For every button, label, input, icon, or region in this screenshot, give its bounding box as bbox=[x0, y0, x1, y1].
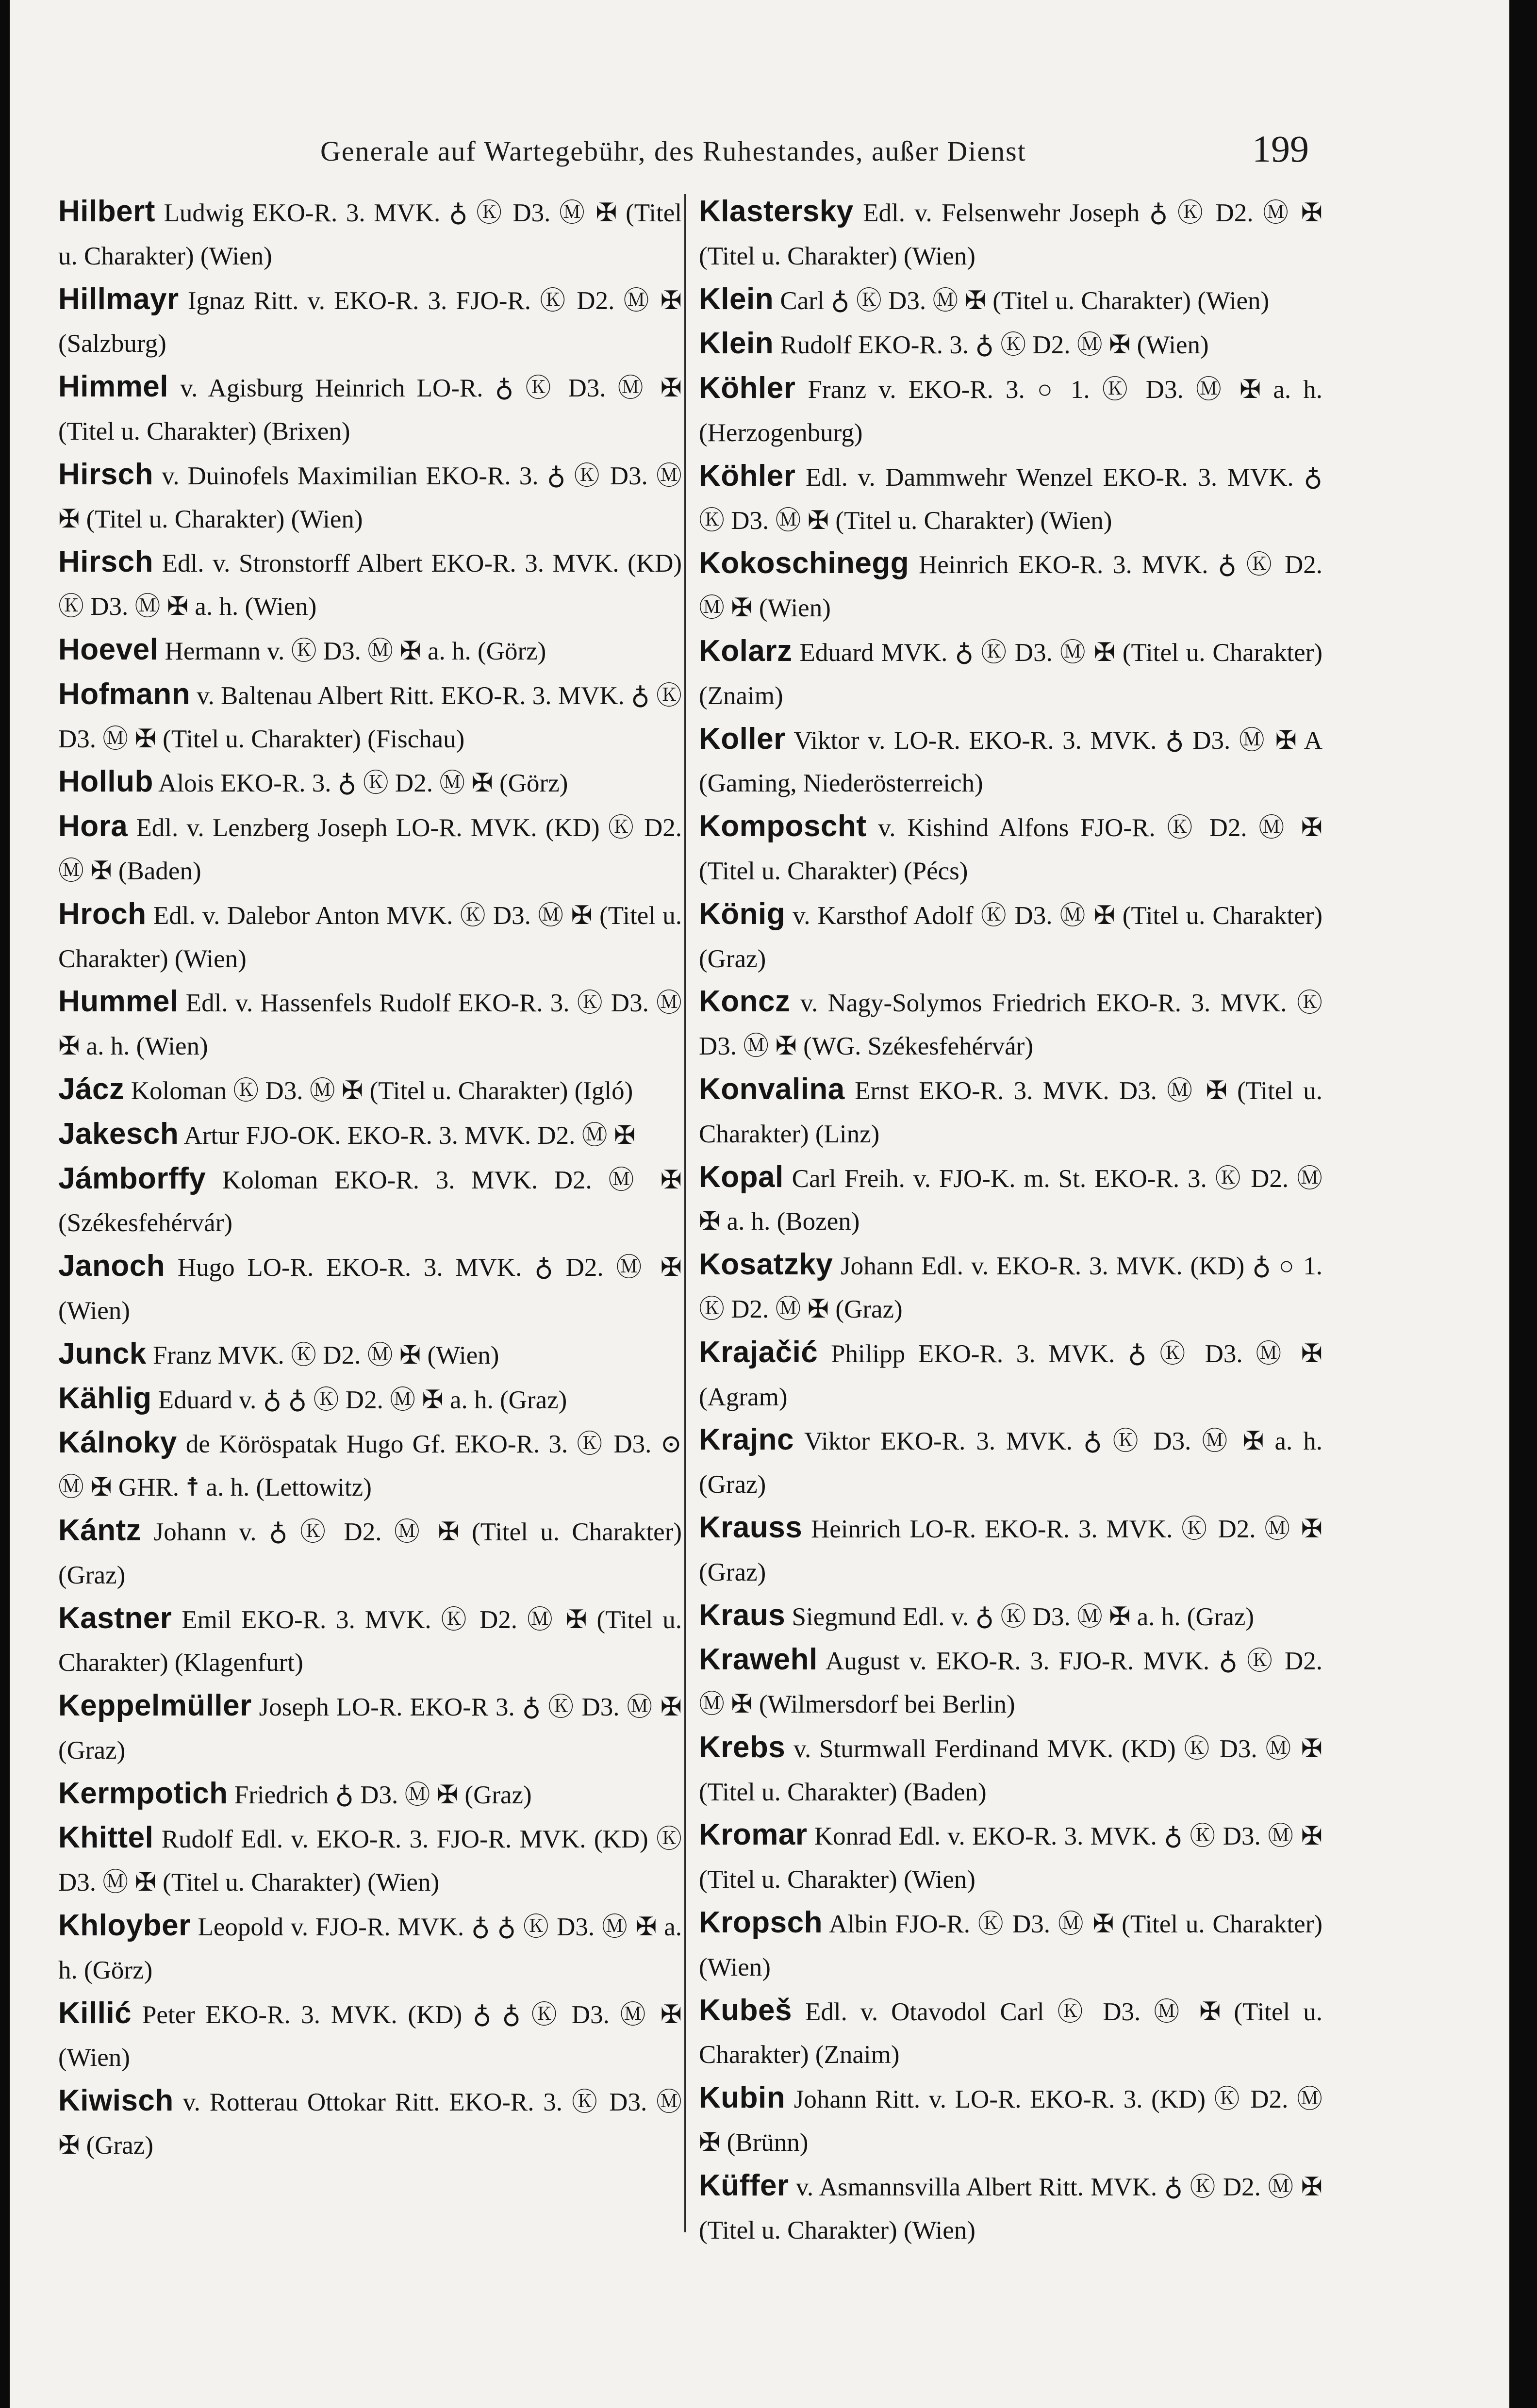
list-item bbox=[58, 2079, 682, 2167]
left-column bbox=[58, 190, 682, 2167]
entry-details: v. Agisburg Heinrich LO-R. ♁ Ⓚ D3. Ⓜ ✠ (Titel u. Charakter) (Brixen) bbox=[58, 374, 682, 445]
list-item bbox=[58, 1904, 682, 1992]
entry-surname: Kántz bbox=[58, 1513, 142, 1547]
entry-details: Siegmund Edl. v. ♁ Ⓚ D3. Ⓜ ✠ a. h. (Graz) bbox=[792, 1602, 1255, 1631]
entry-details: Johann Edl. v. EKO-R. 3. MVK. (KD) ♁ ○ 1. Ⓚ D2. Ⓜ ✠ (Graz) bbox=[699, 1252, 1323, 1323]
entry-details: Johann Ritt. v. LO-R. EKO-R. 3. (KD) Ⓚ D2. Ⓜ ✠ (Brünn) bbox=[699, 2085, 1322, 2157]
list-item bbox=[58, 673, 682, 761]
entry-surname: Janoch bbox=[58, 1249, 165, 1283]
entry-surname: Kálnoky bbox=[58, 1426, 177, 1460]
entry-surname: Kubin bbox=[699, 2081, 786, 2115]
list-item bbox=[699, 1418, 1322, 1506]
entry-details: v. Asmannsvilla Albert Ritt. MVK. ♁ Ⓚ D2. Ⓜ ✠ (Titel u. Charakter) (Wien) bbox=[699, 2173, 1322, 2244]
entry-surname: Koller bbox=[699, 722, 786, 756]
entry-details: Konrad Edl. v. EKO-R. 3. MVK. ♁ Ⓚ D3. Ⓜ ✠ (Titel u. Charakter) (Wien) bbox=[699, 1822, 1322, 1894]
entry-surname: Killić bbox=[58, 1996, 132, 2030]
entry-details: Viktor EKO-R. 3. MVK. ♁ Ⓚ D3. Ⓜ ✠ a. h. (Graz) bbox=[699, 1427, 1322, 1499]
entry-surname: Köhler bbox=[699, 371, 796, 405]
entry-surname: Köhler bbox=[699, 459, 796, 493]
entry-surname: Kosatzky bbox=[699, 1248, 833, 1282]
list-item bbox=[699, 278, 1322, 323]
list-item bbox=[58, 190, 682, 278]
entry-surname: Junck bbox=[58, 1336, 147, 1370]
entry-surname: Hummel bbox=[58, 985, 179, 1019]
entry-details: Edl. v. Dalebor Anton MVK. Ⓚ D3. Ⓜ ✠ (Titel u. Charakter) (Wien) bbox=[58, 901, 682, 973]
list-item bbox=[699, 190, 1322, 278]
entry-surname: Kolarz bbox=[699, 634, 793, 668]
entry-surname: Hora bbox=[58, 809, 128, 843]
entry-surname: Krajačić bbox=[699, 1335, 818, 1369]
entry-details: Rudolf EKO-R. 3. ♁ Ⓚ D2. Ⓜ ✠ (Wien) bbox=[780, 331, 1209, 360]
entry-details: Ignaz Ritt. v. EKO-R. 3. FJO-R. Ⓚ D2. Ⓜ ✠ (Salzburg) bbox=[58, 286, 682, 358]
list-item bbox=[58, 1113, 682, 1157]
entry-surname: Kopal bbox=[699, 1160, 784, 1194]
entry-details: Alois EKO-R. 3. ♁ Ⓚ D2. Ⓜ ✠ (Görz) bbox=[158, 769, 568, 798]
entry-details: Philipp EKO-R. 3. MVK. ♁ Ⓚ D3. Ⓜ ✠ (Agram) bbox=[699, 1339, 1322, 1411]
list-item bbox=[58, 1157, 682, 1245]
entry-surname: Kromar bbox=[699, 1818, 808, 1852]
book-page bbox=[10, 0, 1509, 2408]
list-item bbox=[58, 541, 682, 628]
list-item bbox=[58, 1333, 682, 1377]
list-item bbox=[58, 365, 682, 453]
entry-surname: Hofmann bbox=[58, 677, 191, 711]
entry-details: Edl. v. Felsenwehr Joseph ♁ Ⓚ D2. Ⓜ ✠ (Titel u. Charakter) (Wien) bbox=[699, 199, 1323, 270]
entry-surname: Khittel bbox=[58, 1821, 154, 1855]
entry-surname: König bbox=[699, 897, 786, 931]
entry-surname: Hoevel bbox=[58, 632, 159, 666]
entry-surname: Krawehl bbox=[699, 1643, 818, 1677]
list-item bbox=[58, 1597, 682, 1685]
list-item bbox=[699, 1331, 1322, 1419]
list-item bbox=[699, 893, 1322, 981]
entry-details: v. Nagy-Solymos Friedrich EKO-R. 3. MVK. Ⓚ D3. Ⓜ ✠ (WG. Székesfehérvár) bbox=[699, 989, 1322, 1061]
list-item bbox=[58, 760, 682, 805]
entry-surname: Keppelmüller bbox=[58, 1689, 252, 1723]
entry-details: Friedrich ♁ D3. Ⓜ ✠ (Graz) bbox=[234, 1781, 532, 1809]
list-item bbox=[58, 1992, 682, 2080]
entry-surname: Jácz bbox=[58, 1072, 125, 1106]
list-item bbox=[699, 1243, 1322, 1331]
list-item bbox=[699, 1989, 1322, 2077]
entry-surname: Küffer bbox=[699, 2168, 789, 2202]
entry-surname: Krajnc bbox=[699, 1423, 794, 1457]
entry-details: Leopold v. FJO-R. MVK. ♁ ♁ Ⓚ D3. Ⓜ ✠ a. h. (Görz) bbox=[58, 1913, 682, 1984]
list-item bbox=[699, 2164, 1322, 2252]
entry-details: Carl Freih. v. FJO-K. m. St. EKO-R. 3. Ⓚ D2. Ⓜ ✠ a. h. (Bozen) bbox=[699, 1164, 1323, 1236]
list-item bbox=[699, 542, 1322, 630]
list-item bbox=[58, 1816, 682, 1904]
column-divider bbox=[684, 194, 686, 2232]
entry-details: v. Rotterau Ottokar Ritt. EKO-R. 3. Ⓚ D3. Ⓜ ✠ (Graz) bbox=[58, 2088, 682, 2160]
entry-surname: Hirsch bbox=[58, 457, 153, 491]
entry-details: v. Kishind Alfons FJO-R. Ⓚ D2. Ⓜ ✠ (Titel u. Charakter) (Pécs) bbox=[699, 814, 1322, 885]
entry-details: Heinrich LO-R. EKO-R. 3. MVK. Ⓚ D2. Ⓜ ✠ (Graz) bbox=[699, 1515, 1323, 1586]
entry-details: Artur FJO-OK. EKO-R. 3. MVK. D2. Ⓜ ✠ bbox=[183, 1121, 636, 1150]
list-item bbox=[699, 1726, 1322, 1814]
list-item bbox=[58, 1068, 682, 1113]
list-item bbox=[58, 628, 682, 673]
entry-surname: Konvalina bbox=[699, 1072, 845, 1106]
entry-details: Johann v. ♁ Ⓚ D2. Ⓜ ✠ (Titel u. Charakter) (Graz) bbox=[58, 1517, 682, 1589]
entry-details: Peter EKO-R. 3. MVK. (KD) ♁ ♁ Ⓚ D3. Ⓜ ✠ (Wien) bbox=[58, 2000, 682, 2072]
entry-details: v. Karsthof Adolf Ⓚ D3. Ⓜ ✠ (Titel u. Charakter) (Graz) bbox=[699, 901, 1323, 973]
entry-surname: Klastersky bbox=[699, 195, 854, 228]
entry-details: Hugo LO-R. EKO-R. 3. MVK. ♁ D2. Ⓜ ✠ (Wien) bbox=[58, 1253, 682, 1325]
entry-surname: Kropsch bbox=[699, 1906, 823, 1940]
entry-surname: Hroch bbox=[58, 897, 147, 931]
list-item bbox=[699, 2077, 1322, 2164]
entry-details: Rudolf Edl. v. EKO-R. 3. FJO-R. MVK. (KD) Ⓚ D3. Ⓜ ✠ (Titel u. Charakter) (Wien) bbox=[58, 1825, 682, 1897]
entry-details: v. Duinofels Maximilian EKO-R. 3. ♁ Ⓚ D3. Ⓜ ✠ (Titel u. Charakter) (Wien) bbox=[58, 462, 682, 533]
list-item bbox=[58, 453, 682, 541]
entry-details: Carl ♁ Ⓚ D3. Ⓜ ✠ (Titel u. Charakter) (Wien) bbox=[780, 286, 1270, 315]
entry-surname: Kraus bbox=[699, 1598, 786, 1632]
entry-details: Franz v. EKO-R. 3. ○ 1. Ⓚ D3. Ⓜ ✠ a. h. (Herzogenburg) bbox=[699, 376, 1323, 447]
entry-details: Viktor v. LO-R. EKO-R. 3. MVK. ♁ D3. Ⓜ ✠ A (Gaming, Niederösterreich) bbox=[699, 726, 1322, 798]
entry-surname: Kählig bbox=[58, 1381, 152, 1415]
list-item bbox=[699, 367, 1322, 455]
list-item bbox=[58, 980, 682, 1068]
entry-surname: Himmel bbox=[58, 370, 168, 404]
entry-surname: Hirsch bbox=[58, 545, 153, 579]
list-item bbox=[699, 980, 1322, 1068]
entry-details: August v. EKO-R. 3. FJO-R. MVK. ♁ Ⓚ D2. Ⓜ ✠ (Wilmersdorf bei Berlin) bbox=[699, 1647, 1322, 1719]
entry-details: Koloman Ⓚ D3. Ⓜ ✠ (Titel u. Charakter) (Igló) bbox=[131, 1076, 633, 1105]
entry-surname: Kokoschinegg bbox=[699, 546, 909, 580]
entry-details: Edl. v. Lenzberg Joseph LO-R. MVK. (KD) Ⓚ D2. Ⓜ ✠ (Baden) bbox=[58, 814, 682, 885]
entry-surname: Kermpotich bbox=[58, 1776, 228, 1810]
list-item bbox=[58, 1377, 682, 1422]
list-item bbox=[699, 630, 1322, 718]
list-item bbox=[699, 1901, 1322, 1989]
entry-surname: Koncz bbox=[699, 985, 791, 1019]
list-item bbox=[58, 278, 682, 366]
entry-surname: Klein bbox=[699, 327, 774, 361]
entry-surname: Komposcht bbox=[699, 809, 867, 843]
entry-surname: Hollub bbox=[58, 765, 153, 799]
right-column bbox=[699, 190, 1322, 2252]
entry-details: Ernst EKO-R. 3. MVK. D3. Ⓜ ✠ (Titel u. Charakter) (Linz) bbox=[699, 1076, 1322, 1148]
list-item bbox=[699, 1156, 1322, 1244]
list-item bbox=[699, 455, 1322, 543]
list-item bbox=[699, 1638, 1322, 1726]
list-item bbox=[58, 1772, 682, 1817]
list-item bbox=[58, 1684, 682, 1772]
entry-surname: Krebs bbox=[699, 1730, 786, 1764]
entry-surname: Hillmayr bbox=[58, 282, 179, 316]
page-number: 199 bbox=[1252, 128, 1309, 170]
list-item bbox=[699, 718, 1322, 806]
list-item bbox=[699, 1506, 1322, 1594]
entry-details: Emil EKO-R. 3. MVK. Ⓚ D2. Ⓜ ✠ (Titel u. Charakter) (Klagenfurt) bbox=[58, 1605, 682, 1677]
entry-details: Albin FJO-R. Ⓚ D3. Ⓜ ✠ (Titel u. Charakter) (Wien) bbox=[699, 1910, 1322, 1981]
entry-details: Eduard v. ♁ ♁ Ⓚ D2. Ⓜ ✠ a. h. (Graz) bbox=[158, 1385, 567, 1414]
entry-details: Heinrich EKO-R. 3. MVK. ♁ Ⓚ D2. Ⓜ ✠ (Wien) bbox=[699, 551, 1323, 623]
entry-details: Edl. v. Stronstorff Albert EKO-R. 3. MVK. (KD) Ⓚ D3. Ⓜ ✠ a. h. (Wien) bbox=[58, 549, 682, 621]
list-item bbox=[699, 1594, 1322, 1639]
entry-details: Eduard MVK. ♁ Ⓚ D3. Ⓜ ✠ (Titel u. Charakter) (Znaim) bbox=[699, 638, 1323, 710]
entry-surname: Klein bbox=[699, 282, 774, 316]
list-item bbox=[58, 1421, 682, 1509]
entry-details: Koloman EKO-R. 3. MVK. D2. Ⓜ ✠ (Székesfehérvár) bbox=[58, 1166, 682, 1237]
entry-details: Franz MVK. Ⓚ D2. Ⓜ ✠ (Wien) bbox=[152, 1341, 499, 1369]
entry-surname: Kiwisch bbox=[58, 2084, 174, 2118]
entry-details: Ludwig EKO-R. 3. MVK. ♁ Ⓚ D3. Ⓜ ✠ (Titel u. Charakter) (Wien) bbox=[58, 199, 682, 270]
list-item bbox=[699, 1814, 1322, 1901]
list-item bbox=[699, 1068, 1322, 1156]
entry-surname: Kastner bbox=[58, 1601, 172, 1635]
running-header: Generale auf Wartegebühr, des Ruhestandes, außer Dienst bbox=[320, 135, 1026, 167]
entry-details: de Köröspatak Hugo Gf. EKO-R. 3. Ⓚ D3. ⊙ Ⓜ ✠ GHR. ☨ a. h. (Lettowitz) bbox=[58, 1430, 682, 1502]
entry-surname: Krauss bbox=[699, 1510, 803, 1544]
entry-details: v. Baltenau Albert Ritt. EKO-R. 3. MVK. ♁ Ⓚ D3. Ⓜ ✠ (Titel u. Charakter) (Fischau) bbox=[58, 681, 682, 753]
list-item bbox=[58, 1509, 682, 1597]
entry-surname: Jámborffy bbox=[58, 1161, 206, 1195]
entry-details: Edl. v. Otavodol Carl Ⓚ D3. Ⓜ ✠ (Titel u. Charakter) (Znaim) bbox=[699, 1997, 1322, 2069]
entry-details: v. Sturmwall Ferdinand MVK. (KD) Ⓚ D3. Ⓜ ✠ (Titel u. Charakter) (Baden) bbox=[699, 1734, 1322, 1806]
entry-details: Edl. v. Dammwehr Wenzel EKO-R. 3. MVK. ♁ Ⓚ D3. Ⓜ ✠ (Titel u. Charakter) (Wien) bbox=[699, 463, 1322, 535]
entry-surname: Kubeš bbox=[699, 1993, 792, 2027]
list-item bbox=[699, 322, 1322, 367]
list-item bbox=[58, 893, 682, 981]
list-item bbox=[58, 805, 682, 893]
entry-surname: Hilbert bbox=[58, 195, 155, 228]
entry-details: Edl. v. Hassenfels Rudolf EKO-R. 3. Ⓚ D3. Ⓜ ✠ a. h. (Wien) bbox=[58, 989, 682, 1061]
entry-surname: Jakesch bbox=[58, 1117, 179, 1151]
list-item bbox=[58, 1245, 682, 1333]
entry-details: Joseph LO-R. EKO-R 3. ♁ Ⓚ D3. Ⓜ ✠ (Graz) bbox=[58, 1693, 682, 1765]
list-item bbox=[699, 805, 1322, 893]
entry-surname: Khloyber bbox=[58, 1909, 191, 1943]
entry-details: Hermann v. Ⓚ D3. Ⓜ ✠ a. h. (Görz) bbox=[165, 637, 546, 665]
